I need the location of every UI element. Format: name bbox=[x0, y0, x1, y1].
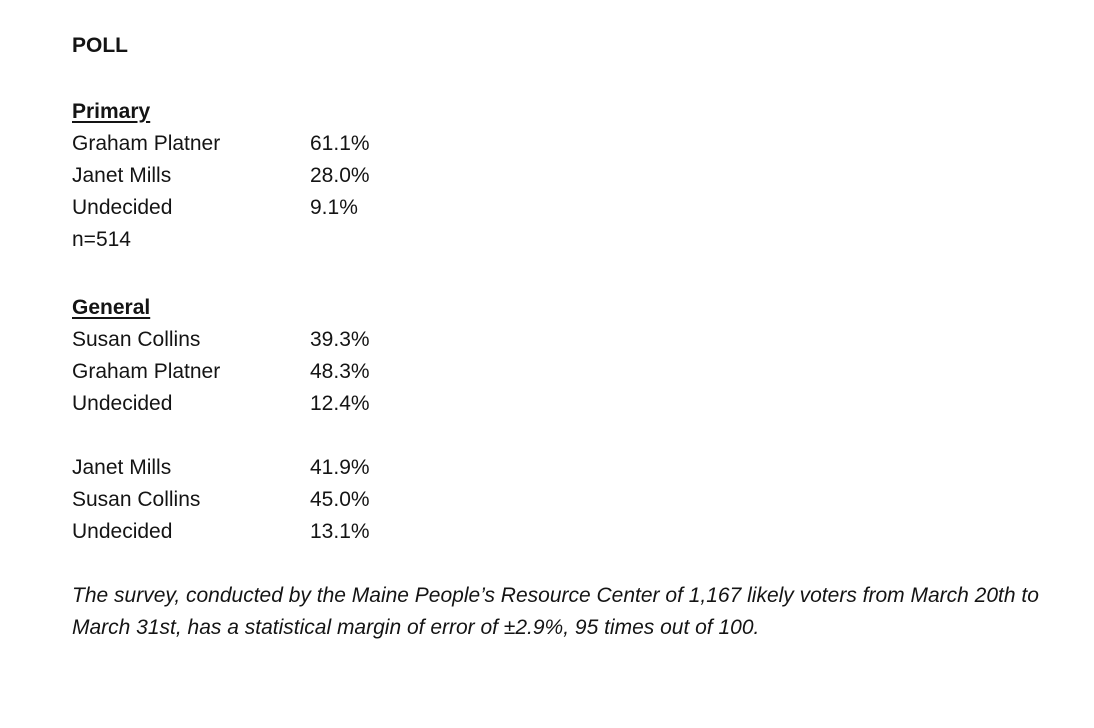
candidate-name: Susan Collins bbox=[72, 328, 201, 351]
candidate-percent: 12.4% bbox=[310, 392, 370, 415]
primary-heading: Primary bbox=[72, 100, 151, 123]
candidate-percent: 61.1% bbox=[310, 132, 370, 155]
candidate-name: Undecided bbox=[72, 196, 173, 219]
page-title: POLL bbox=[72, 34, 128, 57]
candidate-percent: 28.0% bbox=[310, 164, 370, 187]
general-matchup-1 bbox=[72, 324, 1062, 420]
general-row bbox=[72, 452, 1062, 484]
candidate-percent: 45.0% bbox=[310, 488, 370, 511]
general-row bbox=[72, 356, 1062, 388]
candidate-name: Undecided bbox=[72, 520, 173, 543]
primary-section bbox=[72, 96, 1062, 256]
general-section bbox=[72, 292, 1062, 548]
general-matchup-2 bbox=[72, 452, 1062, 548]
primary-row bbox=[72, 160, 1062, 192]
spacer bbox=[72, 420, 1062, 452]
candidate-percent: 48.3% bbox=[310, 360, 370, 383]
sample-size: n=514 bbox=[72, 228, 131, 251]
general-row bbox=[72, 324, 1062, 356]
general-row bbox=[72, 516, 1062, 548]
spacer bbox=[72, 60, 1062, 96]
candidate-percent: 13.1% bbox=[310, 520, 370, 543]
primary-row bbox=[72, 192, 1062, 224]
poll-document bbox=[72, 32, 1062, 644]
candidate-name: Graham Platner bbox=[72, 360, 221, 383]
spacer bbox=[72, 548, 1062, 580]
candidate-name: Undecided bbox=[72, 392, 173, 415]
general-row bbox=[72, 484, 1062, 516]
candidate-name: Janet Mills bbox=[72, 456, 172, 479]
survey-footnote: The survey, conducted by the Maine People’s Resource Center of 1,167 likely voters from March 20th to March 31st, has a statistical margin of error of ±2.9%, 95 times out of 100. bbox=[72, 584, 1039, 639]
candidate-percent: 41.9% bbox=[310, 456, 370, 479]
spacer bbox=[72, 256, 1062, 292]
primary-row bbox=[72, 128, 1062, 160]
candidate-name: Graham Platner bbox=[72, 132, 221, 155]
general-row bbox=[72, 388, 1062, 420]
candidate-percent: 39.3% bbox=[310, 328, 370, 351]
candidate-name: Susan Collins bbox=[72, 488, 201, 511]
candidate-percent: 9.1% bbox=[310, 196, 358, 219]
general-heading: General bbox=[72, 296, 151, 319]
candidate-name: Janet Mills bbox=[72, 164, 172, 187]
